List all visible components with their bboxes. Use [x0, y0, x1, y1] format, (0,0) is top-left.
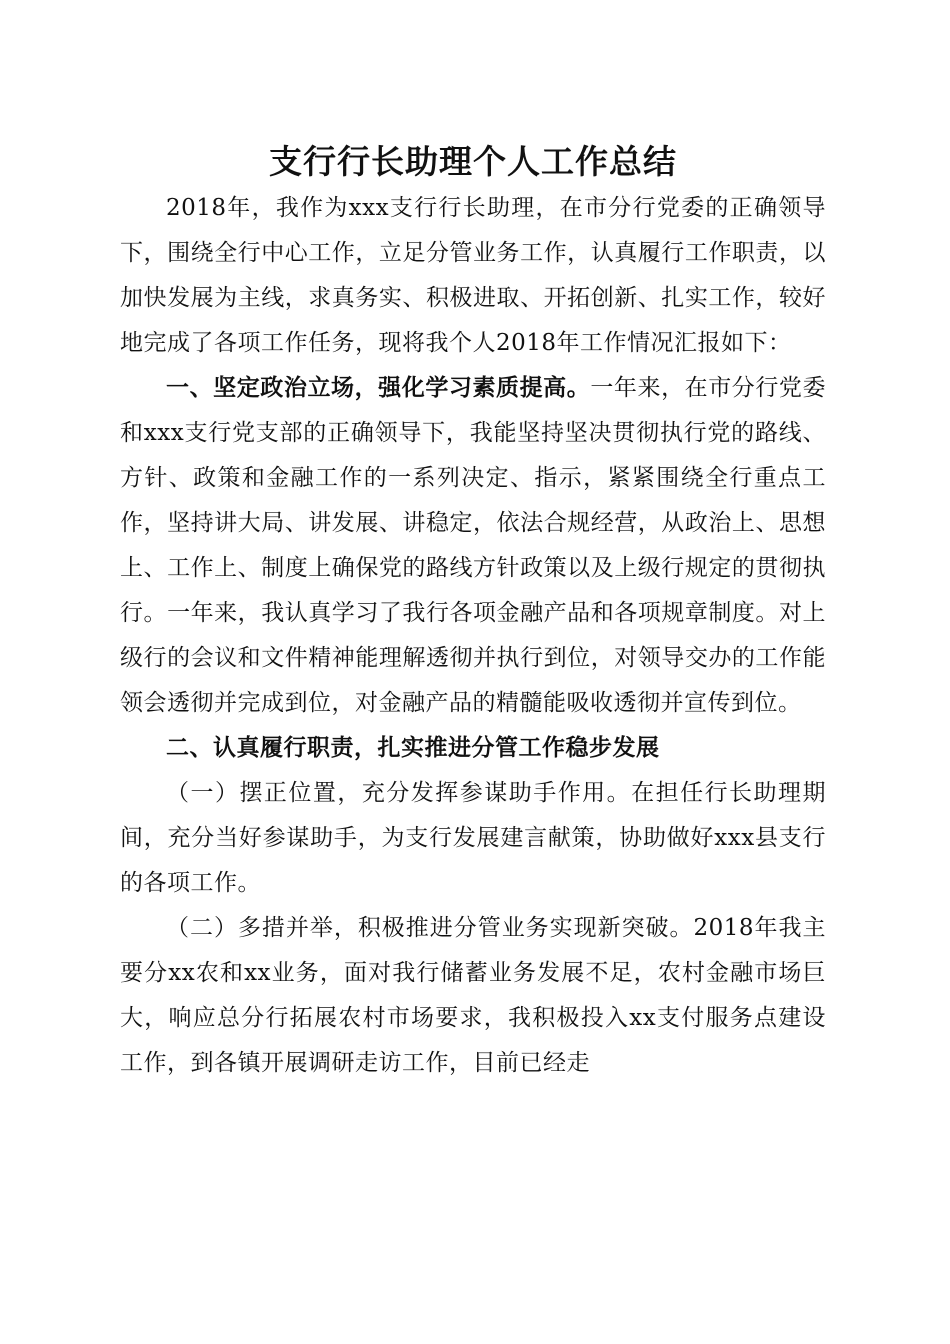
section-2-sub-1: （一）摆正位置，充分发挥参谋助手作用。在担任行长助理期间，充分当好参谋助手，为支行发展建言献策，协助做好xxx县支行的各项工作。	[120, 780, 826, 896]
section-2-sub-2: （二）多措并举，积极推进分管业务实现新突破。2018年我主要分xx农和xx业务，面对我行储蓄业务发展不足，农村金融市场巨大，响应总分行拓展农村市场要求，我积极投入xx支付服务点建设工作，到各镇开展调研走访工作，目前已经走	[120, 915, 826, 1076]
section-1-body: 一年来，在市分行党委和xxx支行党支部的正确领导下，我能坚持坚决贯彻执行党的路线、方针、政策和金融工作的一系列决定、指示，紧紧围绕全行重点工作，坚持讲大局、讲发展、讲稳定，依法合规经营，从政治上、思想上、工作上、制度上确保党的路线方针政策以及上级行规定的贯彻执行。一年来，我认真学习了我行各项金融产品和各项规章制度。对上级行的会议和文件精神能理解透彻并执行到位，对领导交办的工作能领会透彻并完成到位，对金融产品的精髓能吸收透彻并宣传到位。	[120, 375, 827, 716]
section-1-paragraph	[120, 366, 826, 726]
intro-paragraph: 2018年，我作为xxx支行行长助理，在市分行党委的正确领导下，围绕全行中心工作，立足分管业务工作，认真履行工作职责，以加快发展为主线，求真务实、积极进取、开拓创新、扎实工作，较好地完成了各项工作任务，现将我个人2018年工作情况汇报如下：	[120, 195, 826, 356]
document-title: 支行行长助理个人工作总结	[269, 142, 677, 181]
document-page	[120, 140, 826, 1086]
section-2-heading: 二、认真履行职责，扎实推进分管工作稳步发展	[166, 735, 660, 761]
section-1-heading: 一、坚定政治立场，强化学习素质提高。	[166, 375, 591, 401]
